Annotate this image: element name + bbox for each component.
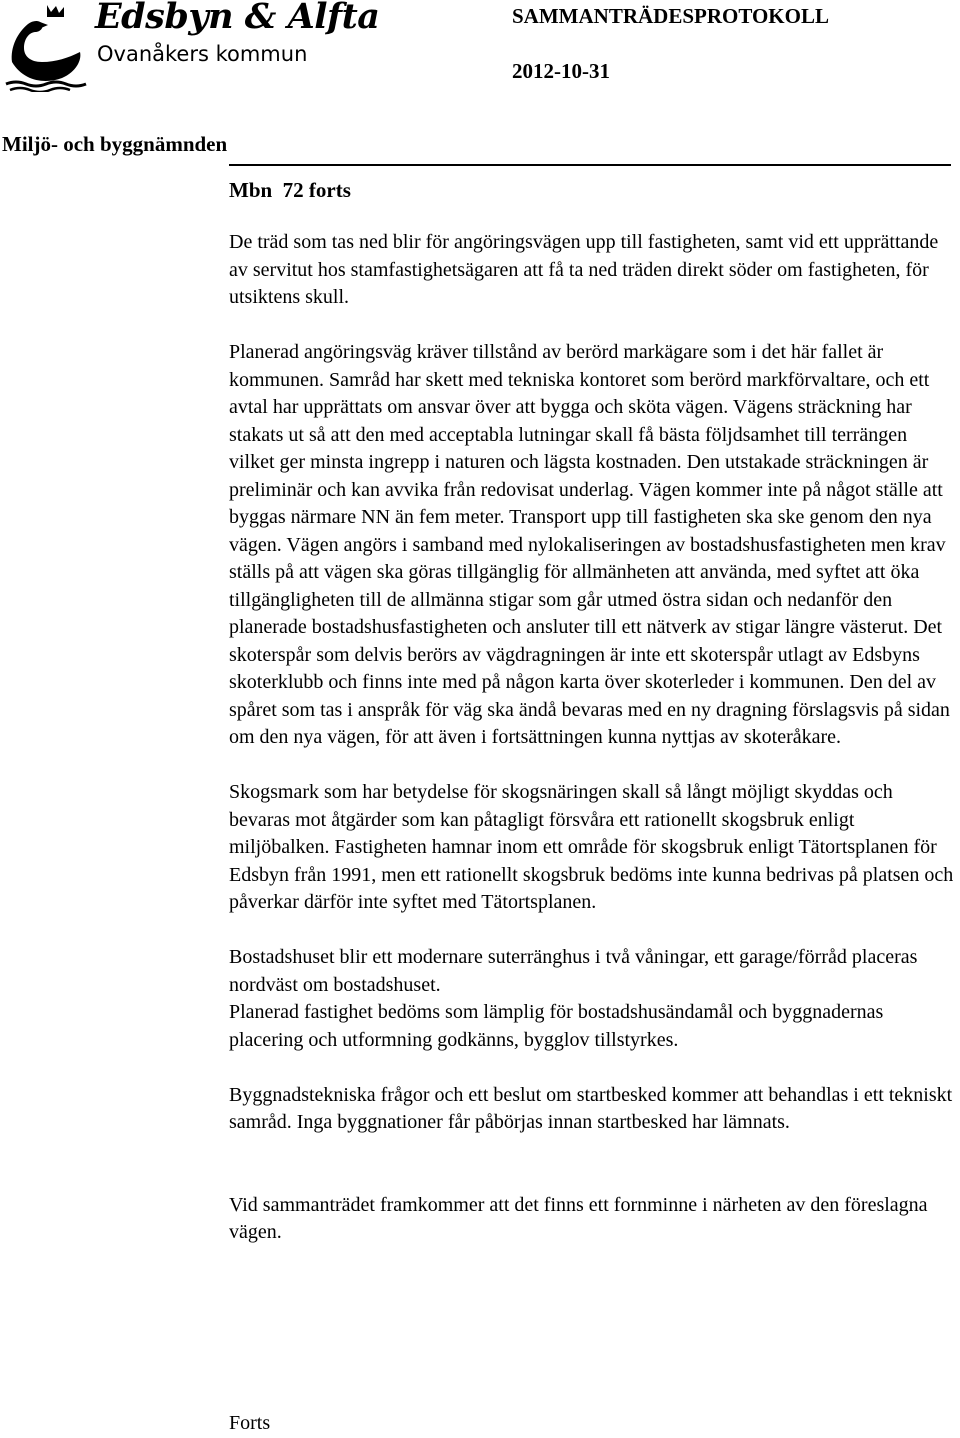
paragraph: De träd som tas ned blir för angöringsvägen upp till fastigheten, samt vid ett upprättande av servitut hos stamfastighetsägaren att få ta ned träden direkt söder om fastigheten, för utsiktens skull.: [229, 231, 939, 308]
paragraph: Byggnadstekniska frågor och ett beslut om startbesked kommer att behandlas i ett tekniskt samråd. Inga byggnationer får påbörjas innan startbesked har lämnats.: [229, 1083, 953, 1133]
paragraph: Planerad angöringsväg kräver tillstånd av berörd markägare som i det här fallet är kommunen. Samråd har skett med tekniska kontoret som berörd markförvaltare, och ett avtal har upprättats om ansvar över att bygga och sköta vägen. Vägens sträckning har stakats ut så att den med acceptabla lutningar skall få bästa följdsamhet till terrängen vilket ger minsta ingrepp i naturen och lägsta kostnaden. Den utstakade sträckningen är preliminär och kan avvika från redovisat underlag. Vägen kommer inte på något ställe att byggas närmare NN än fem meter. Transport upp till fastigheten ska ske genom den nya vägen. Vägen angörs i samband med nylokaliseringen av bostadshusfastigheten men krav ställs på att vägen ska göras tillgänglig för allmänheten att använda, med syftet att öka tillgängligheten till de allmänna stigar som går utmed östra sidan och nedanför den planerade bostadshusfastigheten och ansluter till ett nätverk av stigar längre västerut. Det skoterspår som delvis berörs av vägdragningen är inte ett skoterspår utlagt av Edsbyns skoterklubb och finns inte med på någon karta över skoterleder i kommunen. Den del av spåret som tas i anspråk för väg ska ändå bevaras med en ny dragning förslagsvis på sidan om den nya vägen, för att även i fortsättningen kunna nyttjas av skoteråkare.: [229, 341, 950, 748]
document-date: 2012-10-31: [512, 59, 610, 83]
committee-name: Miljö- och byggnämnden: [2, 132, 228, 156]
organization-name: Edsbyn & Alfta: [95, 0, 380, 37]
paragraph: Vid sammanträdet framkommer att det finns ett fornminne i närheten av den föreslagna vägen.: [229, 1193, 928, 1243]
continuation-note: Forts: [229, 1412, 271, 1434]
section-title: Mbn 72 forts: [229, 178, 351, 202]
swan-crown-icon: [2, 2, 90, 92]
paragraph: Skogsmark som har betydelse för skogsnäringen skall så långt möjligt skyddas och bevaras mot åtgärder som kan påtagligt försvåra ett rationellt skogsbruk enligt miljöbalken. Fastigheten hamnar inom ett område för skogsbruk enligt Tätortsplanen för Edsbyn från 1991, men ett rationellt skogsbruk bedöms inte kunna bedrivas på platsen och påverkar därför inte syftet med Tätortsplanen.: [229, 781, 954, 913]
paragraph: Planerad fastighet bedöms som lämplig för bostadshusändamål och byggnadernas placering och utformning godkänns, bygglov tillstyrkes.: [229, 1001, 884, 1051]
document-type: SAMMANTRÄDESPROTOKOLL: [512, 4, 829, 28]
document-body: [229, 229, 957, 1247]
paragraph: Bostadshuset blir ett modernare suterränghus i två våningar, ett garage/förråd placeras nordväst om bostadshuset.: [229, 946, 918, 996]
organization-subtitle: Ovanåkers kommun: [97, 42, 308, 66]
header-divider: [229, 164, 951, 166]
